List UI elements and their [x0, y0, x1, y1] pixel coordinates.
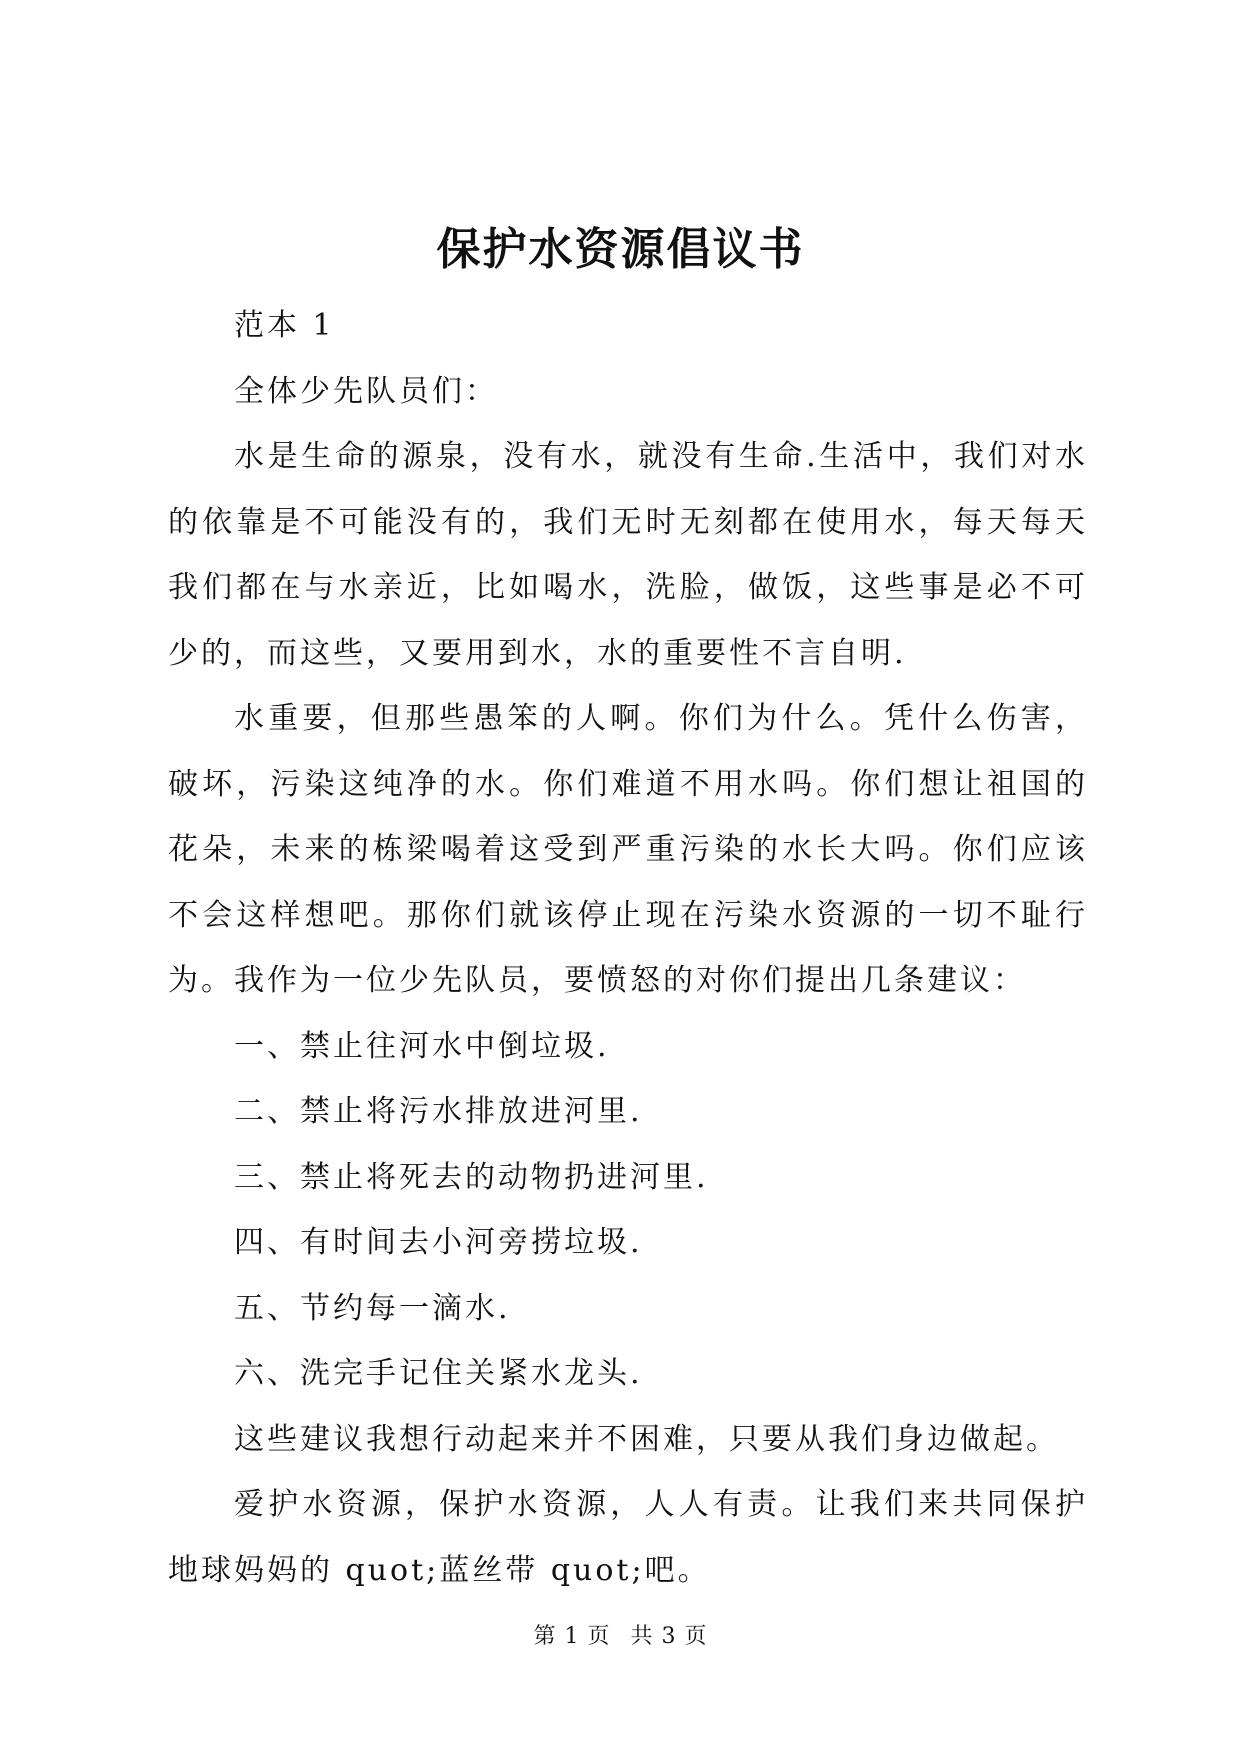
paragraph: 爱护水资源，保护水资源，人人有责。让我们来共同保护地球妈妈的 quot;蓝丝带 quot;吧。	[168, 1487, 1088, 1588]
page-number: 第 1 页	[533, 1624, 611, 1649]
list-item: 四、有时间去小河旁捞垃圾.	[234, 1225, 643, 1260]
paragraph: 这些建议我想行动起来并不困难，只要从我们身边做起。	[234, 1421, 1059, 1457]
list-item: 三、禁止将死去的动物扔进河里.	[234, 1159, 709, 1195]
paragraph: 水是生命的源泉，没有水，就没有生命.生活中，我们对水的依靠是不可能没有的，我们无时无刻都在使用水，每天每天我们都在与水亲近，比如喝水，洗脸，做饭，这些事是必不可少的，而这些，又要用到水，水的重要性不言自明.	[168, 439, 1088, 671]
paragraph: 范本 1	[234, 308, 335, 343]
document-title: 保护水资源倡议书	[436, 224, 805, 275]
paragraph: 水重要，但那些愚笨的人啊。你们为什么。凭什么伤害，破坏，污染这纯净的水。你们难道不用水吗。你们想让祖国的花朵，未来的栋梁喝着这受到严重污染的水长大吗。你们应该不会这样想吧。那你们就该停止现在污染水资源的一切不耻行为。我作为一位少先队员，要愤怒的对你们提出几条建议：	[168, 701, 1088, 998]
paragraph: 全体少先队员们：	[234, 373, 498, 409]
document-body	[168, 293, 1088, 1603]
page-total: 共 3 页	[630, 1624, 708, 1649]
list-item: 六、洗完手记住关紧水龙头.	[234, 1356, 643, 1391]
page-footer	[0, 1622, 1241, 1652]
list-item: 二、禁止将污水排放进河里.	[234, 1094, 643, 1129]
list-item: 一、禁止往河水中倒垃圾.	[234, 1028, 610, 1064]
list-item: 五、节约每一滴水.	[234, 1290, 511, 1326]
